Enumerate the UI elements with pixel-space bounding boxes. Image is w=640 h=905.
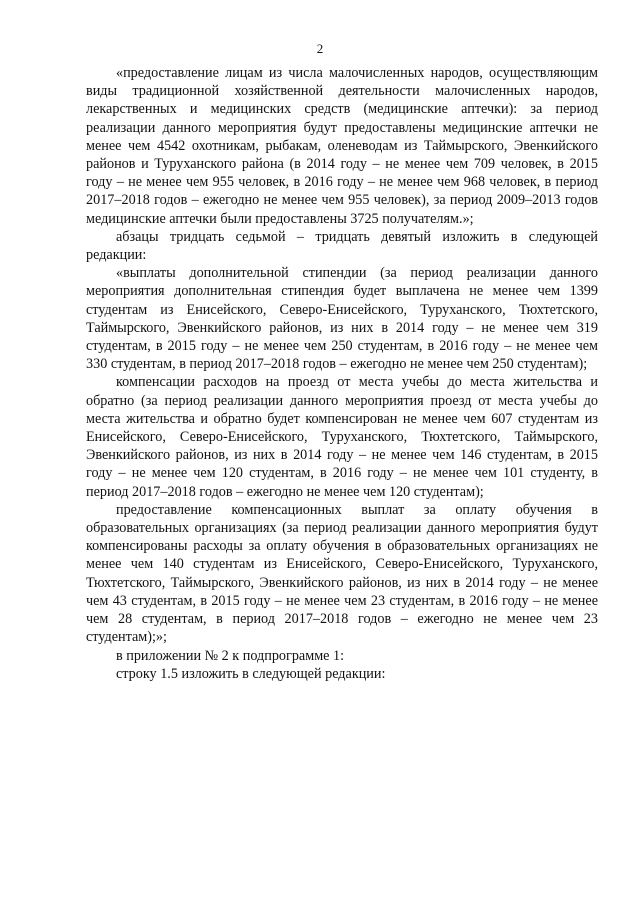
paragraph-appendix-reference: в приложении № 2 к подпрограмме 1: [116, 647, 345, 664]
paragraph-amendment-instruction: абзацы тридцать седьмой – тридцать девятый изложить в следующей редакции: [86, 228, 598, 264]
paragraph-medical-kits: «предоставление лицам из числа малочисленных народов, осуществляющим виды традиционной хозяйственной деятельности малочисленных народов, лекарственных и медицинских средств (медицинские аптечки): за период реализации данного мероприятия будут предоставлены медицинские аптечки не менее чем 4542 охотникам, рыбакам, оленеводам из Таймырского, Эвенкийского районов и Туруханского района (в 2014 году – не менее чем 709 человек, в 2015 году – не менее чем 955 человек, в 2016 году – не менее чем 968 человек, в период 2017–2018 годов – ежегодно не менее чем 955 человек), за период 2009–2013 годов медицинские аптечки были предоставлены 3725 получателям.»; [86, 65, 598, 227]
paragraph-row-instruction: строку 1.5 изложить в следующей редакции: [116, 665, 386, 682]
paragraph-tuition-compensation: предоставление компенсационных выплат за оплату обучения в образовательных организациях (за период реализации данного мероприятия будут компенсированы расходы за оплату обучения в образовательных организациях не менее чем 140 студентам из Енисейского, Северо-Енисейского, Туруханского, Тюхтетского, Таймырского, Эвенкийского районов, из них в 2014 году – не менее чем 43 студентам, в 2015 году – не менее чем 23 студентам, в 2016 году – не менее чем 28 студентам, в период 2017–2018 годов – ежегодно не менее чем 23 студентам);»; [86, 501, 598, 646]
paragraph-travel-compensation: компенсации расходов на проезд от места учебы до места жительства и обратно (за период реализации данного мероприятия проезд от места учебы до места жительства и обратно будет компенсирован не менее чем 607 студентам из Енисейского, Северо-Енисейского, Туруханского, Тюхтетского, Таймырского, Эвенкийского районов, из них в 2014 году – не менее чем 146 студентам, в 2015 году – не менее чем 120 студентам, в 2016 году – не менее чем 101 студенту, в период 2017–2018 годов – ежегодно не менее чем 120 студентам); [86, 374, 598, 500]
paragraph-stipend: «выплаты дополнительной стипендии (за период реализации данного мероприятия дополнительная стипендия будет выплачена не менее чем 1399 студентам из Енисейского, Северо-Енисейского, Туруханского, Тюхтетского, Таймырского, Эвенкийского районов, из них в 2014 году – не менее чем 319 студентам, в 2015 году – не менее чем 250 студентам, в 2016 году – не менее чем 330 студентам, в период 2017–2018 годов – ежегодно не менее чем 250 студентам); [86, 265, 598, 373]
document-body [86, 64, 598, 683]
page-number: 2 [316, 41, 324, 56]
